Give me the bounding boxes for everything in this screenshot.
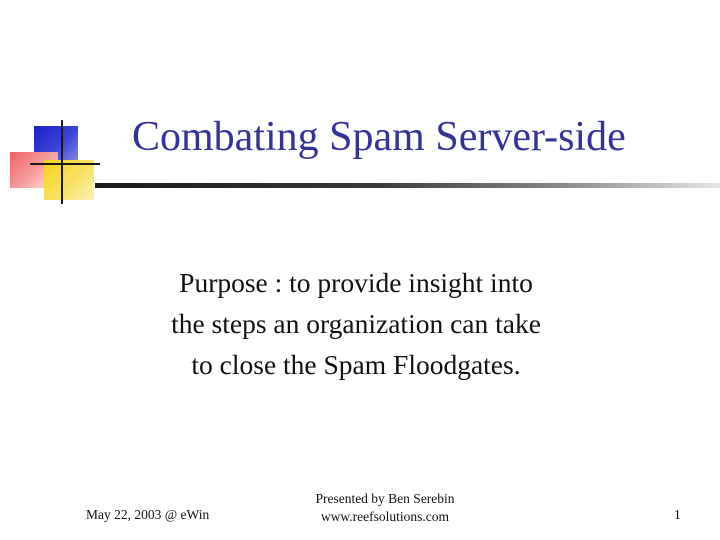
body-line: the steps an organization can take bbox=[171, 308, 541, 339]
slide-body-text bbox=[96, 262, 616, 385]
footer-presenter-info bbox=[280, 490, 490, 526]
footer-date: May 22, 2003 @ eWin bbox=[86, 507, 210, 522]
horizontal-line-decoration bbox=[30, 163, 100, 165]
body-line: Purpose : to provide insight into bbox=[179, 267, 533, 298]
colored-squares-logo-icon bbox=[0, 0, 110, 210]
footer-website: www.reefsolutions.com bbox=[320, 509, 450, 524]
vertical-line-decoration bbox=[61, 120, 63, 204]
footer-presenter: Presented by Ben Serebin bbox=[315, 491, 455, 506]
title-underline-rule bbox=[95, 183, 720, 188]
body-line: to close the Spam Floodgates. bbox=[191, 349, 521, 380]
slide-title: Combating Spam Server-side bbox=[132, 114, 626, 160]
footer-page-number: 1 bbox=[674, 507, 681, 522]
yellow-square-decoration bbox=[44, 160, 94, 200]
